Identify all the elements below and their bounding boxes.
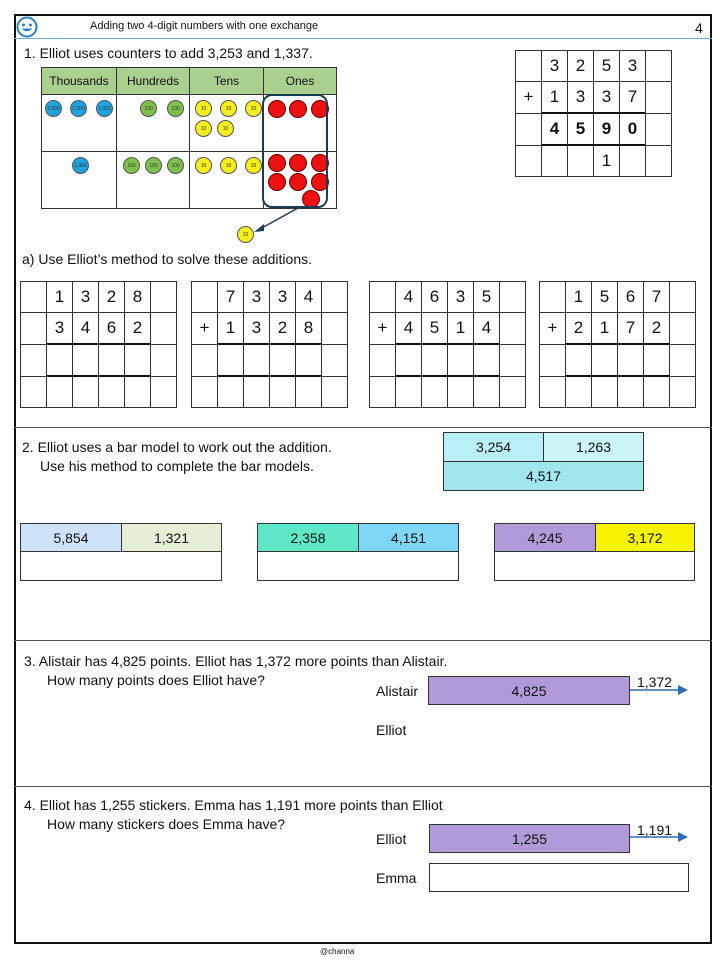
answer-cell[interactable] [396, 344, 422, 376]
digit-cell: 1 [566, 282, 592, 313]
carry-cell[interactable] [566, 376, 592, 408]
carry-cell[interactable] [592, 376, 618, 408]
digit-cell: 3 [244, 313, 270, 345]
hundred-counter: 100 [140, 100, 157, 117]
answer-cell[interactable] [47, 344, 73, 376]
digit-cell: 1 [448, 313, 474, 345]
digit-cell: 2 [644, 313, 670, 345]
grid-cell [646, 145, 672, 177]
section-divider [14, 786, 712, 787]
grid-cell [192, 344, 218, 376]
digit-cell: 3 [270, 282, 296, 313]
page-title: Adding two 4-digit numbers with one exchange [90, 20, 319, 32]
q3-more-arrow [628, 683, 690, 697]
grid-cell [670, 344, 696, 376]
exchange-group-outline [262, 94, 328, 208]
digit-cell: 2 [270, 313, 296, 345]
q3-line2: How many points does Elliot have? [47, 672, 265, 688]
bar-model-2-total[interactable] [257, 551, 459, 581]
grid-cell [370, 376, 396, 408]
digit-cell: 3 [594, 82, 620, 114]
digit-cell: 4 [296, 282, 322, 313]
digit-cell: 2 [125, 313, 151, 345]
grid-cell [516, 51, 542, 82]
grid-cell [540, 282, 566, 313]
grid-cell [670, 282, 696, 313]
digit-cell: 5 [422, 313, 448, 345]
bar-model-3-right: 3,172 [595, 523, 695, 552]
grid-cell [540, 344, 566, 376]
carry-cell[interactable] [125, 376, 151, 408]
exchanged-ten-counter: 10 [237, 226, 254, 243]
grid-cell [646, 113, 672, 145]
grid-cell [192, 282, 218, 313]
grid-cell [646, 82, 672, 114]
carry-cell [568, 145, 594, 177]
answer-cell[interactable] [566, 344, 592, 376]
grid-cell [516, 113, 542, 145]
grid-cell [21, 282, 47, 313]
q3-line1: 3. Alistair has 4,825 points. Elliot has 1,372 more points than Alistair. [24, 653, 448, 669]
answer-cell[interactable] [99, 344, 125, 376]
worked-example-grid [515, 50, 672, 177]
grid-cell [500, 313, 526, 345]
addition-grid-3[interactable] [369, 281, 526, 408]
grid-cell [21, 344, 47, 376]
bar-model-1-left: 5,854 [20, 523, 122, 552]
digit-cell: 3 [244, 282, 270, 313]
answer-cell[interactable] [244, 344, 270, 376]
bar-model-1-total[interactable] [20, 551, 222, 581]
grid-cell [151, 376, 177, 408]
thousand-counter: 1,000 [70, 100, 87, 117]
carry-cell[interactable] [73, 376, 99, 408]
grid-cell [21, 376, 47, 408]
hundred-counter: 100 [167, 100, 184, 117]
digit-cell: 8 [296, 313, 322, 345]
digit-cell: 6 [618, 282, 644, 313]
carry-cell[interactable] [244, 376, 270, 408]
carry-cell[interactable] [474, 376, 500, 408]
grid-cell [500, 376, 526, 408]
ten-counter: 10 [217, 120, 234, 137]
addition-grid-1[interactable] [20, 281, 177, 408]
q3-bar-alistair: 4,825 [428, 676, 630, 705]
hundred-counter: 100 [145, 157, 162, 174]
pv-header-hundreds: Hundreds [117, 68, 190, 95]
answer-digit-cell: 9 [594, 113, 620, 145]
digit-cell: 1 [592, 313, 618, 345]
carry-cell [620, 145, 646, 177]
carry-cell[interactable] [296, 376, 322, 408]
q4-more-amount: 1,191 [637, 822, 673, 838]
carry-cell[interactable] [448, 376, 474, 408]
answer-cell[interactable] [270, 344, 296, 376]
thousand-counter: 1,000 [45, 100, 62, 117]
digit-cell: 3 [620, 51, 646, 82]
digit-cell: 8 [125, 282, 151, 313]
carry-cell [542, 145, 568, 177]
answer-cell[interactable] [296, 344, 322, 376]
answer-cell[interactable] [592, 344, 618, 376]
pv-header-ones: Ones [264, 68, 337, 95]
grid-cell [370, 344, 396, 376]
q4-line1: 4. Elliot has 1,255 stickers. Emma has 1,191 more points than Elliot [24, 797, 443, 813]
carry-cell[interactable] [218, 376, 244, 408]
digit-cell: 6 [422, 282, 448, 313]
grid-cell [151, 344, 177, 376]
example-bar-total: 4,517 [443, 461, 644, 491]
answer-cell[interactable] [474, 344, 500, 376]
digit-cell: 5 [592, 282, 618, 313]
answer-digit-cell: 0 [620, 113, 646, 145]
pv-header-thousands: Thousands [42, 68, 117, 95]
grid-cell [540, 376, 566, 408]
q1-part-a: a) Use Elliot’s method to solve these additions. [22, 251, 313, 267]
section-divider [14, 427, 712, 428]
digit-cell: 7 [218, 282, 244, 313]
digit-cell: 5 [474, 282, 500, 313]
digit-cell: 3 [542, 51, 568, 82]
digit-cell: 1 [47, 282, 73, 313]
bar-model-2-right: 4,151 [358, 523, 459, 552]
q4-label-emma: Emma [376, 870, 417, 886]
addition-grid-4[interactable] [539, 281, 696, 408]
digit-cell: 2 [568, 51, 594, 82]
grid-cell [670, 376, 696, 408]
carry-cell[interactable] [422, 376, 448, 408]
carry-cell[interactable] [47, 376, 73, 408]
digit-cell: 7 [620, 82, 646, 114]
example-bar-left: 3,254 [443, 432, 544, 462]
ten-counter: 10 [220, 157, 237, 174]
answer-digit-cell: 5 [568, 113, 594, 145]
q2-line1: 2. Elliot uses a bar model to work out the addition. [22, 439, 332, 455]
example-bar-right: 1,263 [543, 432, 644, 462]
grid-cell [151, 313, 177, 345]
answer-digit-cell: 4 [542, 113, 568, 145]
q4-more-arrow [628, 830, 690, 844]
q4-line2: How many stickers does Emma have? [47, 816, 286, 832]
digit-cell: 3 [47, 313, 73, 345]
digit-cell: 7 [644, 282, 670, 313]
grid-cell [322, 313, 348, 345]
digit-cell: 3 [73, 282, 99, 313]
q3-label-alistair: Alistair [376, 683, 419, 699]
q4-label-elliot: Elliot [376, 831, 407, 847]
answer-cell[interactable] [422, 344, 448, 376]
grid-cell [500, 282, 526, 313]
grid-cell [646, 51, 672, 82]
bar-model-3-total[interactable] [494, 551, 695, 581]
operator-cell: + [370, 313, 396, 345]
hundred-counter: 100 [167, 157, 184, 174]
carry-cell[interactable] [396, 376, 422, 408]
answer-cell[interactable] [644, 344, 670, 376]
carry-cell[interactable] [99, 376, 125, 408]
q3-label-elliot: Elliot [376, 722, 407, 738]
operator-cell: + [192, 313, 218, 345]
smiley-face-icon [16, 16, 38, 38]
digit-cell: 4 [73, 313, 99, 345]
grid-cell [670, 313, 696, 345]
ten-counter: 10 [220, 100, 237, 117]
page-number: 4 [695, 20, 703, 36]
grid-cell [322, 282, 348, 313]
digit-cell: 4 [474, 313, 500, 345]
digit-cell: 5 [594, 51, 620, 82]
operator-cell: + [516, 82, 542, 114]
q2-line2: Use his method to complete the bar models. [40, 458, 314, 474]
section-divider [14, 640, 712, 641]
hundred-counter: 100 [123, 157, 140, 174]
grid-cell [500, 344, 526, 376]
footer-credit: @channa [320, 947, 355, 956]
ten-counter: 10 [195, 100, 212, 117]
bar-model-1-right: 1,321 [121, 523, 222, 552]
ten-counter: 10 [245, 100, 262, 117]
ten-counter: 10 [245, 157, 262, 174]
thousand-counter: 1,000 [96, 100, 113, 117]
grid-cell [192, 376, 218, 408]
header-divider [14, 38, 712, 39]
answer-cell[interactable] [218, 344, 244, 376]
digit-cell: 7 [618, 313, 644, 345]
bar-model-3-left: 4,245 [494, 523, 596, 552]
digit-cell: 4 [396, 282, 422, 313]
grid-cell [516, 145, 542, 177]
q4-bar-emma[interactable] [429, 863, 689, 892]
bar-model-2-left: 2,358 [257, 523, 359, 552]
operator-cell: + [540, 313, 566, 345]
grid-cell [370, 282, 396, 313]
carry-cell[interactable] [618, 376, 644, 408]
grid-cell [151, 282, 177, 313]
digit-cell: 3 [568, 82, 594, 114]
carry-cell[interactable] [270, 376, 296, 408]
digit-cell: 2 [99, 282, 125, 313]
digit-cell: 6 [99, 313, 125, 345]
answer-cell[interactable] [448, 344, 474, 376]
grid-cell [322, 376, 348, 408]
digit-cell: 2 [566, 313, 592, 345]
q3-more-amount: 1,372 [637, 674, 673, 690]
digit-cell: 4 [396, 313, 422, 345]
answer-cell[interactable] [618, 344, 644, 376]
answer-cell[interactable] [73, 344, 99, 376]
ten-counter: 10 [195, 120, 212, 137]
grid-cell [322, 344, 348, 376]
digit-cell: 3 [448, 282, 474, 313]
carry-cell[interactable] [644, 376, 670, 408]
digit-cell: 1 [542, 82, 568, 114]
ten-counter: 10 [195, 157, 212, 174]
digit-cell: 1 [218, 313, 244, 345]
carry-cell: 1 [594, 145, 620, 177]
answer-cell[interactable] [125, 344, 151, 376]
pv-header-tens: Tens [190, 68, 264, 95]
q1-prompt: 1. Elliot uses counters to add 3,253 and 1,337. [24, 45, 313, 61]
q4-bar-elliot: 1,255 [429, 824, 630, 853]
thousand-counter: 1,000 [72, 157, 89, 174]
addition-grid-2[interactable] [191, 281, 348, 408]
operator-cell [21, 313, 47, 345]
